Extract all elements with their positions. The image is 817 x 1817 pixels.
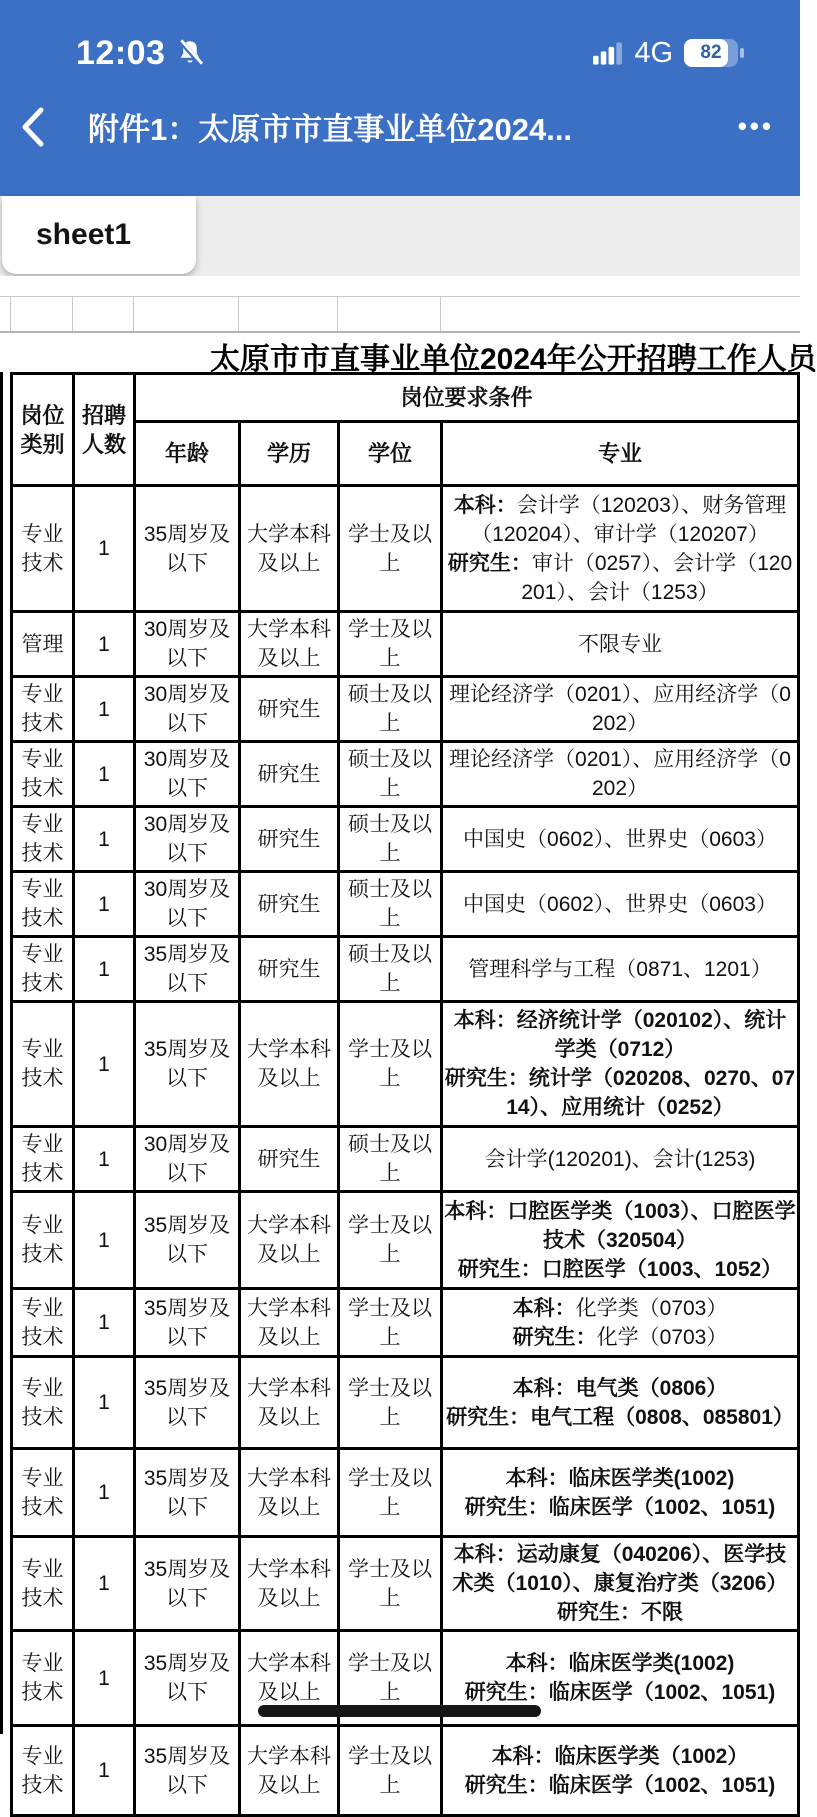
table-row — [12, 1127, 799, 1192]
cell-age[interactable]: 35周岁及以下 — [135, 937, 240, 1002]
cell-degree[interactable]: 硕士及以上 — [339, 937, 442, 1002]
cell-degree[interactable]: 学士及以上 — [339, 1357, 442, 1449]
recruitment-table-wrap — [10, 372, 800, 1817]
cell-category[interactable]: 专业技术 — [12, 937, 74, 1002]
cell-education[interactable]: 大学本科及以上 — [240, 1002, 339, 1127]
cell-education[interactable]: 大学本科及以上 — [240, 1449, 339, 1537]
battery-nub — [740, 48, 744, 58]
cell-major[interactable] — [442, 807, 799, 872]
cell-age[interactable]: 30周岁及以下 — [135, 1127, 240, 1192]
sheet-title-row — [0, 333, 817, 376]
cell-category[interactable]: 专业技术 — [12, 677, 74, 742]
cell-degree[interactable]: 学士及以上 — [339, 1726, 442, 1816]
table-row — [12, 677, 799, 742]
header-major[interactable]: 专业 — [442, 422, 799, 486]
clock: 12:03 — [76, 33, 166, 72]
cell-major[interactable] — [442, 1726, 799, 1816]
header-category[interactable]: 岗位类别 — [12, 374, 74, 486]
cell-major[interactable] — [442, 1002, 799, 1127]
cell-count[interactable]: 1 — [74, 1192, 135, 1289]
major-line: 研究生：不限 — [557, 1601, 683, 1624]
major-line: 本科：口腔医学类（1003）、口腔医学技术（320504） — [444, 1199, 796, 1252]
cell-degree[interactable]: 硕士及以上 — [339, 677, 442, 742]
cell-degree[interactable]: 学士及以上 — [339, 1537, 442, 1631]
cell-education[interactable]: 大学本科及以上 — [240, 1357, 339, 1449]
header-degree[interactable]: 学位 — [339, 422, 442, 486]
cell-age[interactable]: 35周岁及以下 — [135, 1631, 240, 1726]
cell-count[interactable]: 1 — [74, 1127, 135, 1192]
cell-age[interactable]: 30周岁及以下 — [135, 872, 240, 937]
cell-category[interactable]: 专业技术 — [12, 1289, 74, 1357]
cell-degree[interactable]: 硕士及以上 — [339, 872, 442, 937]
cell-age[interactable]: 30周岁及以下 — [135, 742, 240, 807]
table-body — [12, 486, 799, 1816]
cell-count[interactable]: 1 — [74, 807, 135, 872]
major-line: 本科：运动康复（040206）、医学技术类（1010）、康复治疗类（3206） — [452, 1543, 788, 1595]
notifications-muted-icon — [174, 36, 206, 70]
cell-degree[interactable]: 学士及以上 — [339, 486, 442, 612]
cell-count[interactable]: 1 — [74, 742, 135, 807]
gridline-vertical — [10, 296, 11, 333]
cell-degree[interactable]: 学士及以上 — [339, 1449, 442, 1537]
cell-age[interactable]: 30周岁及以下 — [135, 807, 240, 872]
cell-education[interactable]: 研究生 — [240, 872, 339, 937]
cell-count[interactable]: 1 — [74, 1289, 135, 1357]
cell-education[interactable]: 大学本科及以上 — [240, 1537, 339, 1631]
cell-education[interactable]: 大学本科及以上 — [240, 1192, 339, 1289]
cell-major[interactable] — [442, 612, 799, 677]
major-line: 研究生：审计（0257）、会计学（120201）、会计（1253） — [447, 551, 793, 604]
gridline-vertical — [72, 296, 73, 333]
table-row — [12, 872, 799, 937]
major-line: 管理科学与工程（0871、1201） — [468, 957, 772, 981]
major-line: 中国史（0602）、世界史（0603） — [463, 827, 777, 851]
cell-age[interactable]: 35周岁及以下 — [135, 1449, 240, 1537]
cell-degree[interactable]: 学士及以上 — [339, 612, 442, 677]
cell-category[interactable]: 管理 — [12, 612, 74, 677]
cell-count[interactable]: 1 — [74, 872, 135, 937]
major-line: 本科：临床医学类（1002） — [491, 1744, 749, 1768]
major-line: 研究生：临床医学（1002、1051) — [464, 1681, 776, 1704]
major-line: 本科：化学类（0703） — [512, 1296, 728, 1320]
major-line: 理论经济学（0201）、应用经济学（0202） — [449, 748, 791, 800]
cell-age[interactable]: 35周岁及以下 — [135, 1192, 240, 1289]
cell-age[interactable]: 35周岁及以下 — [135, 1537, 240, 1631]
cell-count[interactable]: 1 — [74, 1631, 135, 1726]
cell-education[interactable]: 大学本科及以上 — [240, 612, 339, 677]
cell-education[interactable]: 大学本科及以上 — [240, 1289, 339, 1357]
cell-major[interactable] — [442, 1192, 799, 1289]
cell-education[interactable]: 大学本科及以上 — [240, 486, 339, 612]
cell-count[interactable]: 1 — [74, 1449, 135, 1537]
major-line: 会计学(120201)、会计(1253) — [484, 1147, 756, 1171]
table-row — [12, 486, 799, 612]
gridline-vertical — [440, 296, 441, 333]
status-bar — [0, 0, 800, 76]
cell-category[interactable]: 专业技术 — [12, 807, 74, 872]
cell-count[interactable]: 1 — [74, 1726, 135, 1816]
nav-bar — [0, 76, 800, 149]
cell-category[interactable]: 专业技术 — [12, 1449, 74, 1537]
header-requirements-group[interactable]: 岗位要求条件 — [135, 374, 799, 422]
cell-category[interactable]: 专业技术 — [12, 1192, 74, 1289]
cell-count[interactable]: 1 — [74, 1357, 135, 1449]
cell-degree[interactable]: 硕士及以上 — [339, 1127, 442, 1192]
cell-education[interactable]: 研究生 — [240, 807, 339, 872]
cell-degree[interactable]: 学士及以上 — [339, 1192, 442, 1289]
cell-major[interactable] — [442, 486, 799, 612]
cell-major[interactable] — [442, 1537, 799, 1631]
horizontal-scrollbar[interactable] — [258, 1705, 541, 1717]
cell-age[interactable]: 35周岁及以下 — [135, 1357, 240, 1449]
battery-percent: 82 — [700, 42, 722, 63]
back-button[interactable] — [20, 106, 46, 148]
cell-category[interactable]: 专业技术 — [12, 742, 74, 807]
cell-age[interactable]: 35周岁及以下 — [135, 1289, 240, 1357]
cell-degree[interactable]: 硕士及以上 — [339, 807, 442, 872]
cell-age[interactable]: 35周岁及以下 — [135, 486, 240, 612]
status-right — [593, 37, 738, 70]
major-line: 研究生：临床医学（1002、1051) — [464, 1495, 776, 1519]
major-line: 不限专业 — [578, 632, 662, 656]
cell-education[interactable]: 大学本科及以上 — [240, 1726, 339, 1816]
cell-category[interactable]: 专业技术 — [12, 1631, 74, 1726]
left-column-edge — [0, 372, 3, 1734]
cell-degree[interactable]: 学士及以上 — [339, 1631, 442, 1726]
cell-major[interactable] — [442, 742, 799, 807]
cell-count[interactable]: 1 — [74, 677, 135, 742]
status-left — [76, 34, 206, 73]
gridline-vertical — [337, 296, 338, 333]
cell-category[interactable]: 专业技术 — [12, 872, 74, 937]
header-age[interactable]: 年龄 — [135, 422, 240, 486]
recruitment-table — [10, 372, 800, 1817]
table-row — [12, 1002, 799, 1127]
cell-major[interactable] — [442, 1357, 799, 1449]
major-line: 理论经济学（0201）、应用经济学（0202） — [449, 683, 791, 735]
sheet-title: 太原市市直事业单位2024年公开招聘工作人员 — [210, 343, 817, 376]
cell-education[interactable]: 大学本科及以上 — [240, 1631, 339, 1726]
major-line: 本科：临床医学类(1002) — [505, 1466, 735, 1490]
table-row — [12, 1357, 799, 1449]
sheet-tab-sheet1[interactable] — [2, 196, 196, 274]
cell-category[interactable]: 专业技术 — [12, 1357, 74, 1449]
major-line: 本科：会计学（120203）、财务管理（120204）、审计学（120207） — [453, 493, 787, 546]
cell-major[interactable] — [442, 1289, 799, 1357]
app-chrome — [0, 0, 800, 196]
cell-age[interactable]: 35周岁及以下 — [135, 1002, 240, 1127]
cell-education[interactable]: 研究生 — [240, 677, 339, 742]
cell-category[interactable]: 专业技术 — [12, 1127, 74, 1192]
cell-degree[interactable]: 学士及以上 — [339, 1289, 442, 1357]
table-row — [12, 1289, 799, 1357]
cell-major[interactable] — [442, 1127, 799, 1192]
cell-category[interactable]: 专业技术 — [12, 1002, 74, 1127]
cell-count[interactable]: 1 — [74, 1537, 135, 1631]
major-line: 研究生：电气工程（0808、085801） — [446, 1405, 794, 1429]
header-education[interactable]: 学历 — [240, 422, 339, 486]
major-line: 中国史（0602）、世界史（0603） — [463, 892, 777, 916]
major-line: 研究生：临床医学（1002、1051) — [464, 1773, 776, 1797]
table-row — [12, 1449, 799, 1537]
cell-education[interactable]: 研究生 — [240, 1127, 339, 1192]
table-row — [12, 612, 799, 677]
more-button[interactable]: ••• — [737, 111, 774, 141]
network-type: 4G — [634, 36, 673, 69]
table-row — [12, 1726, 799, 1816]
table-row — [12, 1192, 799, 1289]
cell-category[interactable]: 专业技术 — [12, 486, 74, 612]
cell-count[interactable]: 1 — [74, 937, 135, 1002]
gridline-vertical — [238, 296, 239, 333]
cell-age[interactable]: 35周岁及以下 — [135, 1726, 240, 1816]
cell-major[interactable] — [442, 872, 799, 937]
cell-count[interactable]: 1 — [74, 612, 135, 677]
cell-count[interactable]: 1 — [74, 486, 135, 612]
empty-grid-row — [0, 276, 800, 333]
header-count[interactable]: 招聘人数 — [74, 374, 135, 486]
sheet-tab-label: sheet1 — [36, 218, 132, 251]
cell-major[interactable] — [442, 937, 799, 1002]
cell-age[interactable]: 30周岁及以下 — [135, 612, 240, 677]
major-line: 研究生：统计学（020208、0270、0714）、应用统计（0252） — [444, 1067, 796, 1119]
gridline-horizontal — [0, 296, 800, 297]
cell-education[interactable]: 研究生 — [240, 937, 339, 1002]
major-line: 本科：电气类（0806） — [512, 1376, 728, 1400]
table-row — [12, 937, 799, 1002]
sheet-tab-bar — [0, 196, 800, 276]
cell-count[interactable]: 1 — [74, 1002, 135, 1127]
cell-category[interactable]: 专业技术 — [12, 1726, 74, 1816]
cell-major[interactable] — [442, 1449, 799, 1537]
table-row — [12, 1537, 799, 1631]
gridline-vertical — [133, 296, 134, 333]
cell-age[interactable]: 30周岁及以下 — [135, 677, 240, 742]
table-row — [12, 807, 799, 872]
cell-major[interactable] — [442, 677, 799, 742]
cellular-signal-icon — [593, 41, 623, 65]
major-line: 研究生：化学（0703） — [512, 1325, 728, 1349]
table-row — [12, 742, 799, 807]
header-row-1 — [12, 374, 799, 422]
battery-indicator — [684, 39, 738, 67]
major-line: 本科：临床医学类(1002) — [505, 1652, 735, 1675]
cell-degree[interactable]: 硕士及以上 — [339, 742, 442, 807]
major-line: 本科：经济统计学（020102）、统计学类（0712） — [453, 1009, 787, 1061]
cell-category[interactable]: 专业技术 — [12, 1537, 74, 1631]
cell-education[interactable]: 研究生 — [240, 742, 339, 807]
cell-degree[interactable]: 学士及以上 — [339, 1002, 442, 1127]
major-line: 研究生：口腔医学（1003、1052） — [457, 1257, 783, 1281]
document-title: 附件1：太原市市直事业单位2024... — [88, 112, 573, 147]
